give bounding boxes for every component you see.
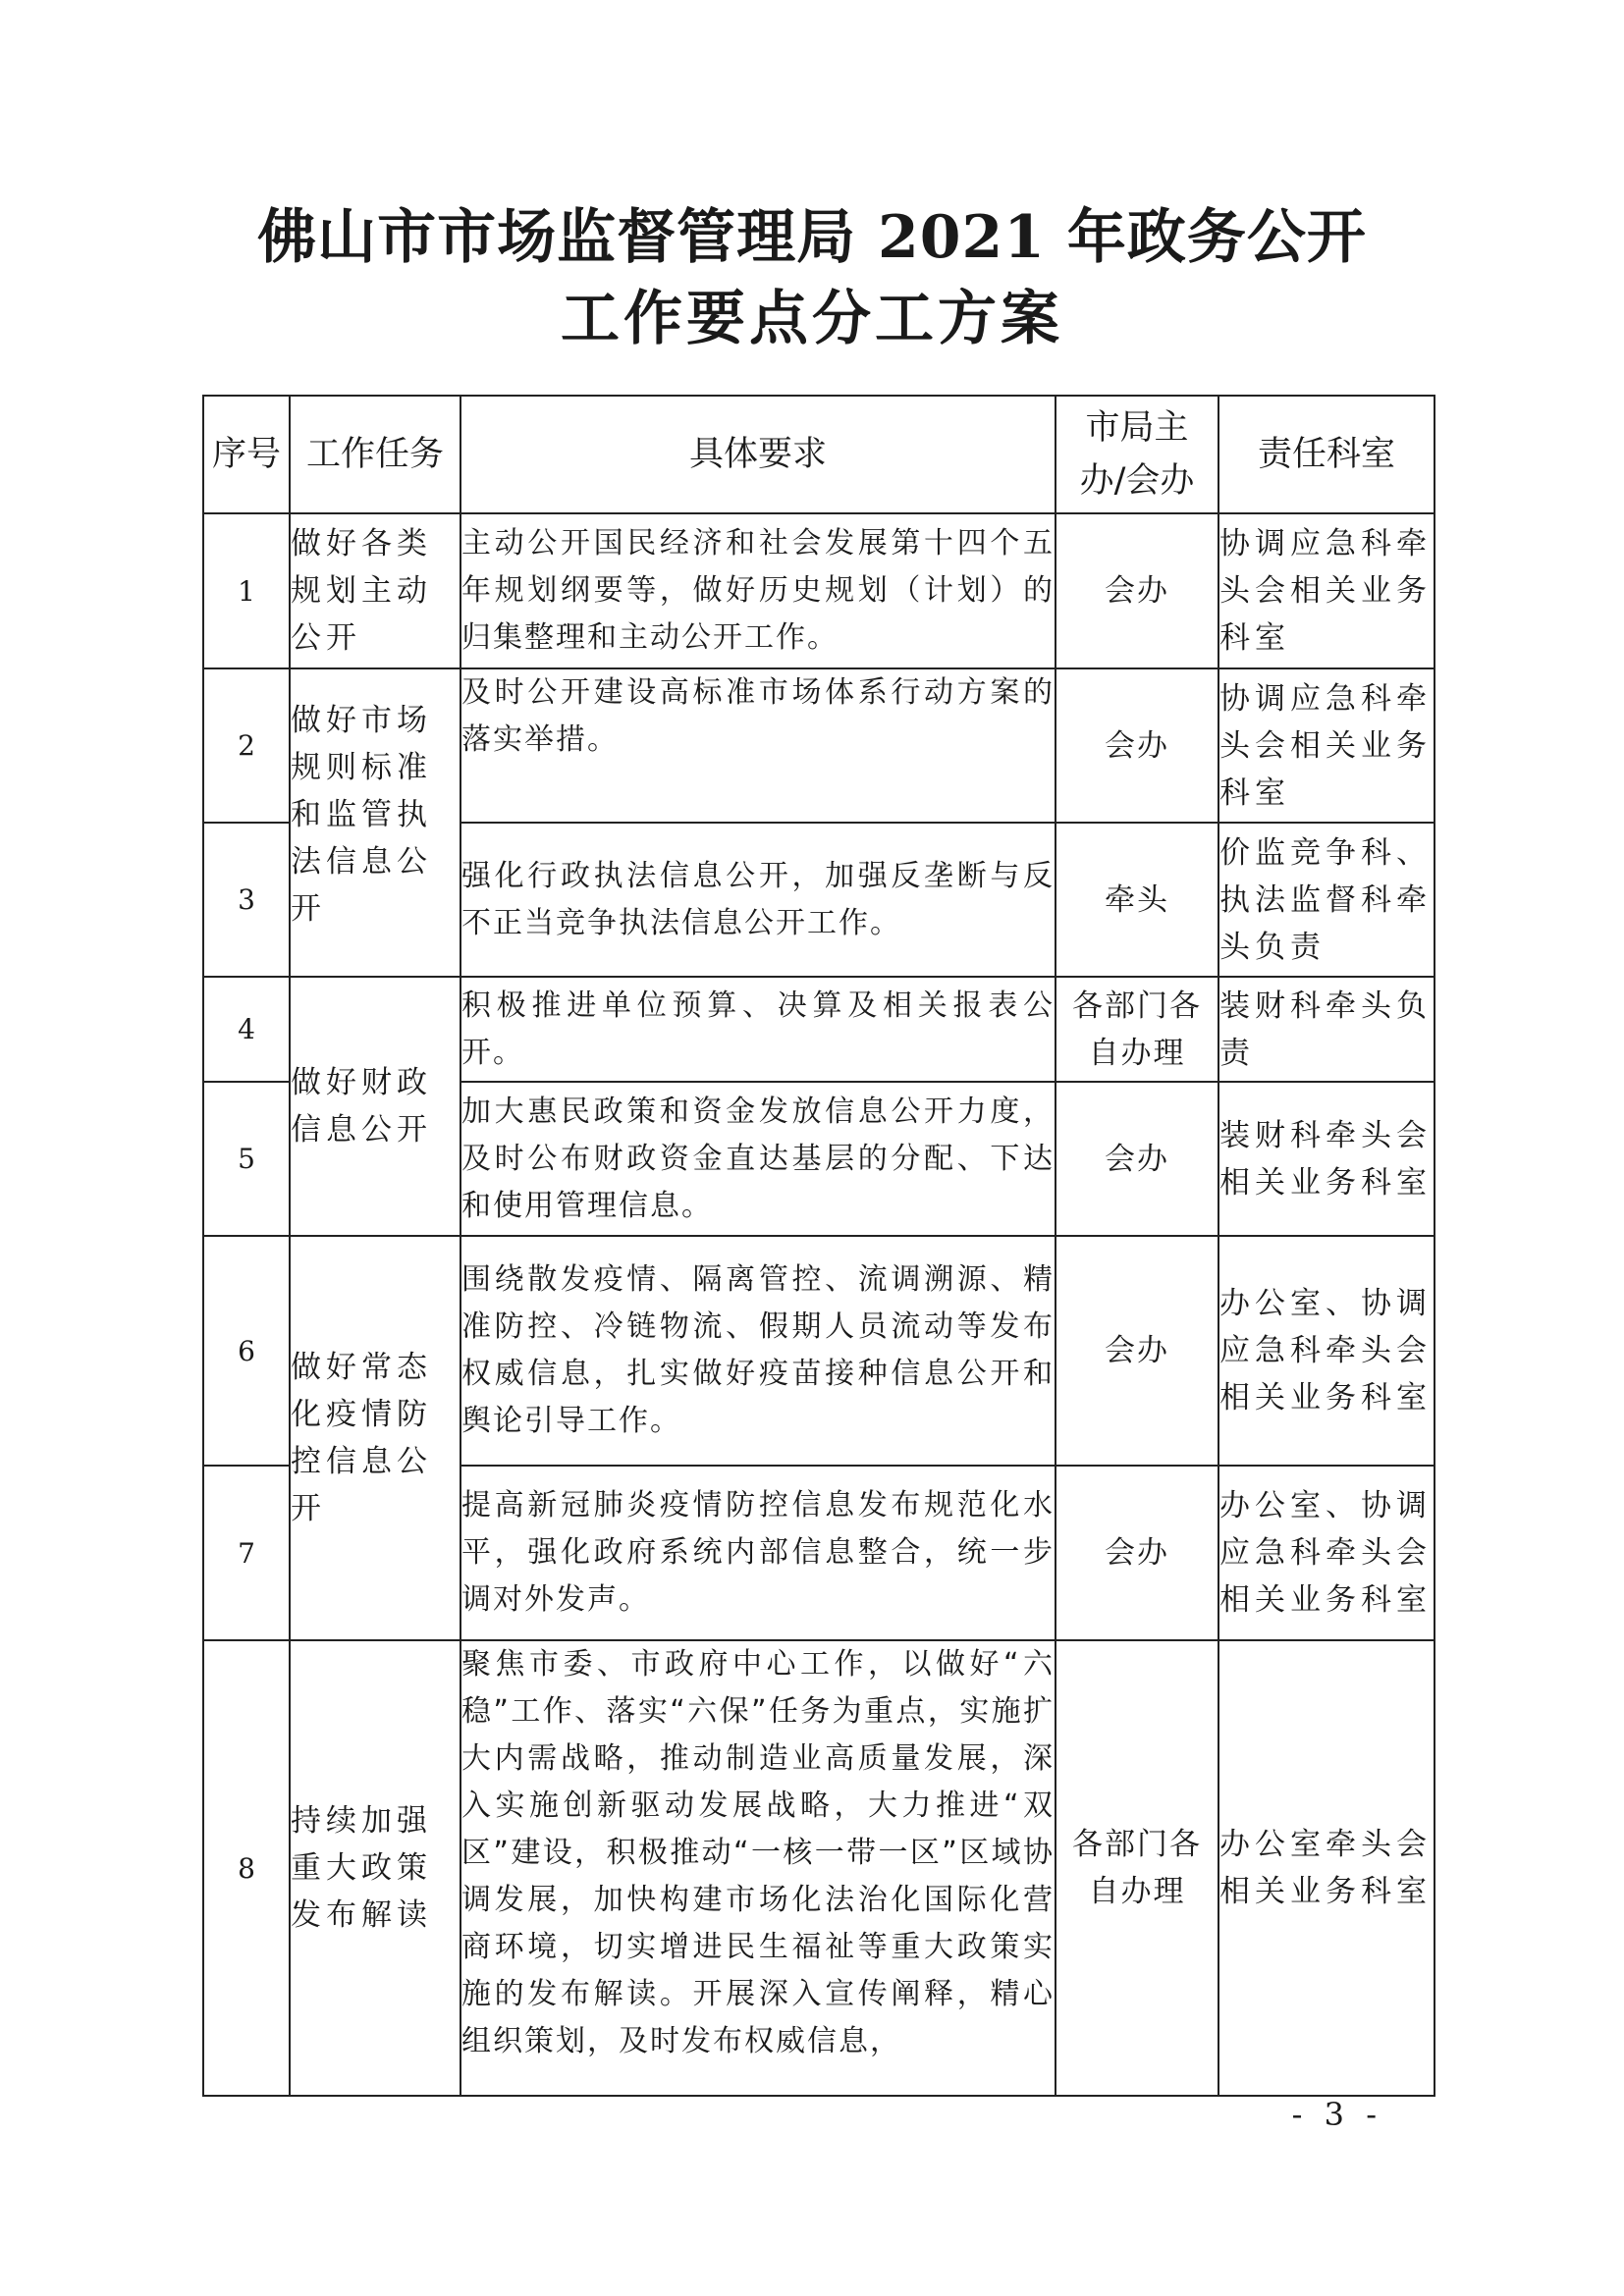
row-requirement: 聚焦市委、市政府中心工作，以做好“六稳”工作、落实“六保”任务为重点，实施扩大内需战略，推动制造业高质量发展，深入实施创新驱动发展战略，大力推进“双区”建设，积极推动“一核一带一区”区域协调发展，加快构建市场化法治化国际化营商环境，切实增进民生福祉等重大政策实施的发布解读。开展深入宣传阐释，精心组织策划，及时发布权威信息，	[460, 1640, 1056, 2096]
row-role: 会办	[1056, 513, 1218, 668]
row-seq: 7	[203, 1466, 290, 1640]
row-dept: 办公室、协调应急科牵头会相关业务科室	[1218, 1236, 1435, 1466]
row-role: 会办	[1056, 1466, 1218, 1640]
row-dept: 装财科牵头会相关业务科室	[1218, 1082, 1435, 1236]
row-seq: 4	[203, 977, 290, 1082]
header-seq: 序号	[203, 396, 290, 513]
row-dept: 协调应急科牵头会相关业务科室	[1218, 513, 1435, 668]
table-header-row	[203, 396, 1435, 513]
document-title-line-2: 工作要点分工方案	[561, 285, 1063, 353]
row-seq: 1	[203, 513, 290, 668]
row-role: 各部门各自办理	[1056, 977, 1218, 1082]
row-role: 会办	[1056, 1236, 1218, 1466]
row-dept: 装财科牵头负责	[1218, 977, 1435, 1082]
row-requirement: 强化行政执法信息公开，加强反垄断与反不正当竞争执法信息公开工作。	[460, 823, 1056, 977]
row-requirement: 积极推进单位预算、决算及相关报表公开。	[460, 977, 1056, 1082]
row-task: 做好财政信息公开	[290, 977, 460, 1236]
row-task: 持续加强重大政策发布解读	[290, 1640, 460, 2096]
row-role: 会办	[1056, 1082, 1218, 1236]
row-requirement: 主动公开国民经济和社会发展第十四个五年规划纲要等，做好历史规划（计划）的归集整理和主动公开工作。	[460, 513, 1056, 668]
header-requirement: 具体要求	[460, 396, 1056, 513]
row-seq: 5	[203, 1082, 290, 1236]
table-row	[203, 668, 1435, 823]
row-seq: 8	[203, 1640, 290, 2096]
row-dept: 办公室、协调应急科牵头会相关业务科室	[1218, 1466, 1435, 1640]
row-task: 做好各类规划主动公开	[290, 513, 460, 668]
task-division-table	[202, 395, 1435, 2097]
row-requirement: 加大惠民政策和资金发放信息公开力度，及时公布财政资金直达基层的分配、下达和使用管理信息。	[460, 1082, 1056, 1236]
row-task: 做好常态化疫情防控信息公开	[290, 1236, 460, 1640]
document-title-line-1: 佛山市市场监督管理局 2021 年政务公开	[257, 203, 1367, 272]
row-dept: 办公室牵头会相关业务科室	[1218, 1640, 1435, 2096]
row-dept: 协调应急科牵头会相关业务科室	[1218, 668, 1435, 823]
row-task: 做好市场规则标准和监管执法信息公开	[290, 668, 460, 977]
row-dept: 价监竞争科、执法监督科牵头负责	[1218, 823, 1435, 977]
table-row	[203, 977, 1435, 1082]
row-seq: 6	[203, 1236, 290, 1466]
row-requirement: 围绕散发疫情、隔离管控、流调溯源、精准防控、冷链物流、假期人员流动等发布权威信息，扎实做好疫苗接种信息公开和舆论引导工作。	[460, 1236, 1056, 1466]
table-row	[203, 1640, 1435, 2096]
row-role: 会办	[1056, 668, 1218, 823]
row-seq: 2	[203, 668, 290, 823]
row-role: 各部门各自办理	[1056, 1640, 1218, 2096]
header-role: 市局主办/会办	[1056, 396, 1218, 513]
header-dept: 责任科室	[1218, 396, 1435, 513]
row-seq: 3	[203, 823, 290, 977]
table-row	[203, 513, 1435, 668]
header-task: 工作任务	[290, 396, 460, 513]
row-role: 牵头	[1056, 823, 1218, 977]
page-number: - 3 -	[1291, 2096, 1382, 2133]
table-row	[203, 1236, 1435, 1466]
row-requirement: 提高新冠肺炎疫情防控信息发布规范化水平，强化政府系统内部信息整合，统一步调对外发声。	[460, 1466, 1056, 1640]
row-requirement: 及时公开建设高标准市场体系行动方案的落实举措。	[460, 668, 1056, 823]
